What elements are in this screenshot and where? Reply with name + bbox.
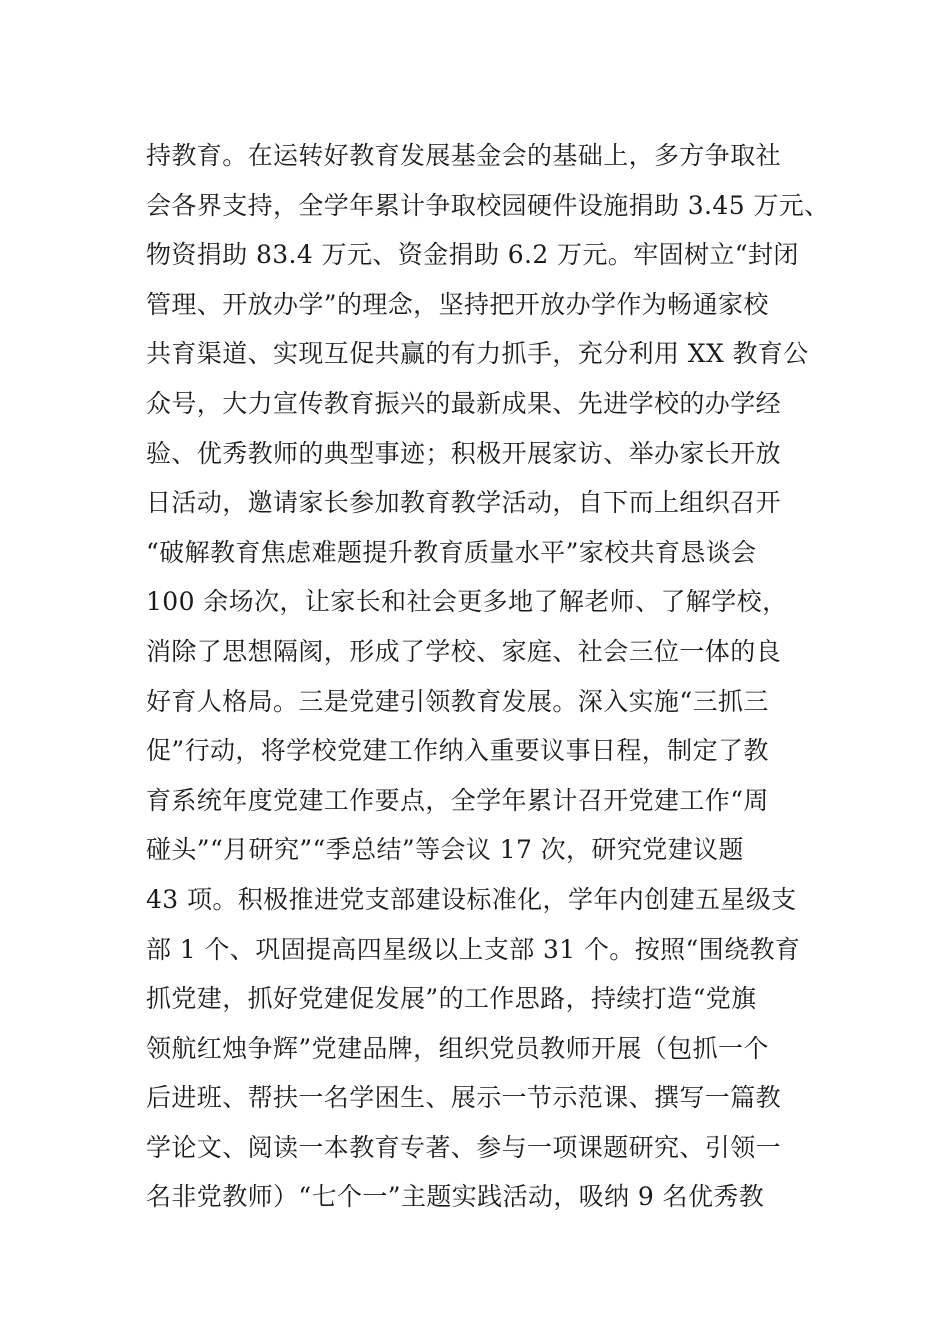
text-line: 消除了思想隔阂，形成了学校、家庭、社会三位一体的良 — [146, 636, 782, 666]
text-line: 后进班、帮扶一名学困生、展示一节示范课、撰写一篇教 — [146, 1083, 782, 1113]
text-line: 物资捐助 83.4 万元、资金捐助 6.2 万元。牢固树立“封闭 — [146, 240, 799, 270]
text-line: 会各界支持，全学年累计争取校园硬件设施捐助 3.45 万元、 — [146, 190, 830, 220]
text-line: 日活动，邀请家长参加教育教学活动，自下而上组织召开 — [146, 488, 782, 518]
text-line: 验、优秀教师的典型事迹；积极开展家访、举办家长开放 — [146, 438, 782, 468]
text-line: 43 项。积极推进党支部建设标准化，学年内创建五星级支 — [146, 884, 797, 914]
text-line: 学论文、阅读一本教育专著、参与一项课题研究、引领一 — [146, 1132, 782, 1162]
text-line: 部 1 个、巩固提高四星级以上支部 31 个。按照“围绕教育 — [146, 934, 801, 964]
text-line: 育系统年度党建工作要点，全学年累计召开党建工作“周 — [146, 785, 769, 815]
text-line: 碰头”“月研究”“季总结”等会议 17 次，研究党建议题 — [146, 835, 744, 865]
text-line: 促”行动，将学校党建工作纳入重要议事日程，制定了教 — [146, 736, 769, 766]
text-line: “破解教育焦虑难题提升教育质量水平”家校共育恳谈会 — [146, 537, 757, 567]
text-line: 领航红烛争辉”党建品牌，组织党员教师开展（包抓一个 — [146, 1033, 769, 1063]
text-line: 名非党教师）“七个一”主题实践活动，吸纳 9 名优秀教 — [146, 1182, 765, 1212]
text-line: 抓党建，抓好党建促发展”的工作思路，持续打造“党旗 — [146, 984, 757, 1014]
text-line: 100 余场次，让家长和社会更多地了解老师、了解学校， — [146, 587, 788, 617]
text-line: 共育渠道、实现互促共赢的有力抓手，充分利用 XX 教育公 — [146, 339, 809, 369]
text-line: 持教育。在运转好教育发展基金会的基础上，多方争取社 — [146, 141, 782, 170]
text-line: 众号，大力宣传教育振兴的最新成果、先进学校的办学经 — [146, 388, 782, 418]
text-line: 好育人格局。三是党建引领教育发展。深入实施“三抓三 — [146, 686, 769, 716]
text-line: 管理、开放办学”的理念，坚持把开放办学作为畅通家校 — [146, 289, 769, 319]
body-paragraph — [146, 131, 830, 1222]
